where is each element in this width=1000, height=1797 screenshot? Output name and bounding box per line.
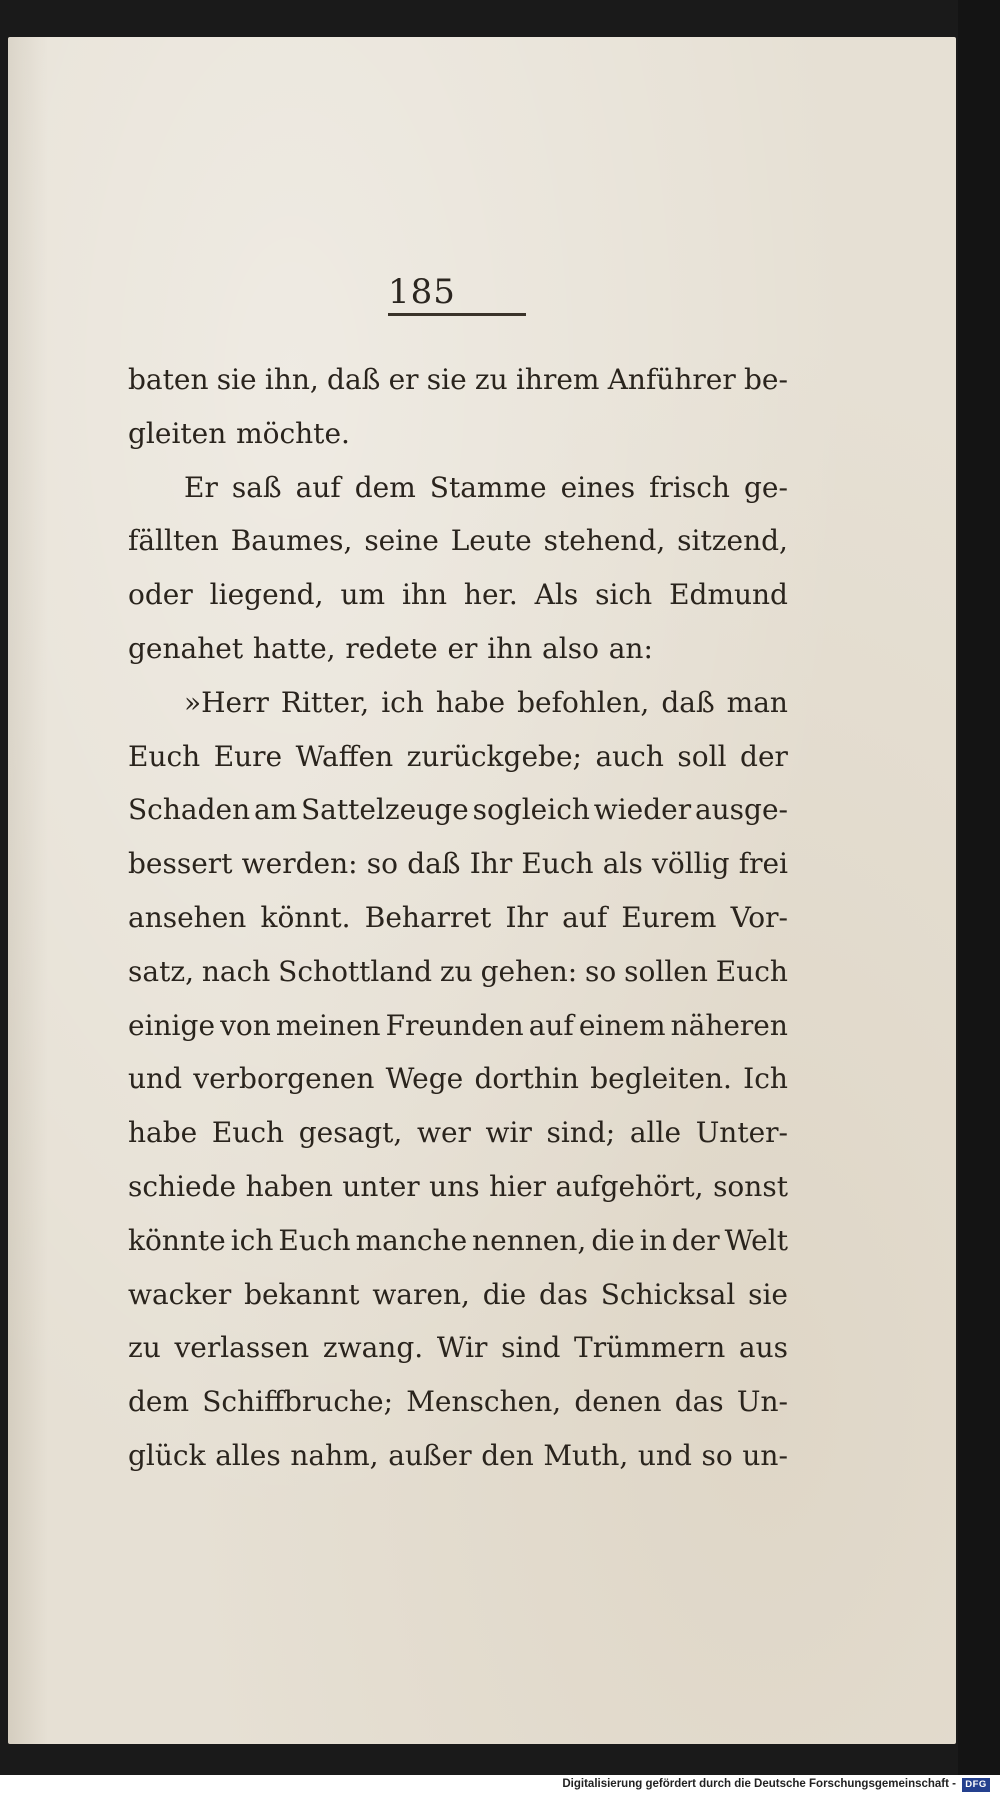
word: saß — [231, 470, 282, 504]
word: Freunden — [385, 1008, 524, 1042]
text-line — [128, 407, 788, 461]
word: Schaden — [128, 793, 251, 827]
word: hatte, — [252, 631, 336, 665]
digitization-credit: Digitalisierung gefördert durch die Deutsche Forschungsgemeinschaft - — [562, 1778, 956, 1790]
word: habe — [435, 685, 506, 719]
word: zu — [474, 363, 508, 396]
word: bessert — [128, 847, 233, 881]
word: bekannt — [244, 1277, 360, 1311]
word: einem — [578, 1008, 666, 1042]
word: verlassen — [174, 1331, 310, 1365]
word: ich — [230, 1223, 274, 1257]
word: ansehen — [128, 900, 247, 934]
word: er — [388, 363, 419, 396]
word: soll — [677, 739, 727, 773]
word: wieder — [593, 793, 692, 827]
word: satz, — [128, 954, 194, 988]
word: gleiten — [128, 416, 227, 450]
word: dorthin — [474, 1062, 579, 1096]
word: sie — [748, 1277, 788, 1311]
word: als — [602, 847, 643, 881]
word: Welt — [724, 1223, 788, 1257]
word: wir — [485, 1116, 532, 1150]
word: Unter- — [695, 1116, 788, 1150]
word: oder — [128, 578, 193, 612]
word: an: — [608, 631, 653, 665]
word: Eure — [213, 739, 283, 773]
header-rule — [388, 313, 526, 316]
word: be- — [743, 363, 788, 396]
word: genahet — [128, 631, 244, 665]
word: liegend, — [209, 578, 324, 612]
text-line — [128, 1106, 788, 1160]
word: Euch — [521, 847, 594, 881]
word: alle — [629, 1116, 682, 1150]
word: auf — [295, 470, 341, 504]
word: gesagt, — [298, 1116, 403, 1150]
word: »Herr — [184, 685, 269, 719]
word: befohlen, — [517, 685, 650, 719]
text-line — [128, 730, 788, 784]
word: Als — [534, 578, 579, 612]
word: stehend, — [543, 524, 666, 558]
text-line — [128, 1214, 788, 1268]
word: sich — [595, 578, 653, 612]
text-line — [128, 568, 788, 622]
word: ihn — [487, 631, 533, 665]
word: Beharret — [364, 900, 492, 934]
word: Waffen — [295, 739, 394, 773]
text-line — [128, 837, 788, 891]
word: daß — [661, 685, 715, 719]
word: Sattelzeuge — [301, 793, 469, 827]
word: Ich — [743, 1062, 788, 1096]
word: denen — [574, 1385, 662, 1419]
word: einige — [128, 1008, 216, 1042]
word: manche — [355, 1223, 468, 1257]
word: frisch — [649, 470, 730, 504]
word: Euch — [128, 739, 201, 773]
word: von — [220, 1008, 271, 1042]
word: Ihr — [469, 847, 513, 881]
text-line — [128, 353, 788, 407]
word: unter — [342, 1169, 420, 1203]
text-line — [128, 622, 788, 676]
text-line — [128, 1375, 788, 1429]
word: auch — [595, 739, 664, 773]
word: dem — [354, 470, 416, 504]
text-line — [128, 1160, 788, 1214]
text-line — [128, 514, 788, 568]
word: habe — [128, 1116, 198, 1150]
word: er — [447, 631, 478, 665]
word: Baumes, — [230, 524, 353, 558]
word: der — [671, 1223, 720, 1257]
word: der — [740, 739, 788, 773]
word: ihn, — [264, 363, 319, 396]
word: Euch — [715, 954, 788, 988]
word: näheren — [670, 1008, 788, 1042]
word: sind; — [546, 1116, 616, 1150]
word: Er — [184, 470, 218, 504]
word: möchte. — [236, 416, 350, 450]
word: also — [542, 631, 599, 665]
word: und — [637, 1438, 692, 1472]
word: uns — [429, 1169, 480, 1203]
word: am — [253, 793, 298, 827]
word: werden: — [241, 847, 358, 881]
word: Schicksal — [600, 1277, 736, 1311]
word: eines — [560, 470, 636, 504]
word: her. — [463, 578, 518, 612]
word: so — [585, 954, 617, 988]
word: ich — [381, 685, 424, 719]
word: sonst — [713, 1169, 788, 1203]
word: seine — [364, 524, 439, 558]
dfg-logo: DFG — [962, 1778, 990, 1792]
word: wacker — [128, 1277, 232, 1311]
word: Vor- — [730, 900, 788, 934]
word: auf — [528, 1008, 574, 1042]
word: Eurem — [621, 900, 717, 934]
word: Leute — [450, 524, 532, 558]
word: sogleich — [472, 793, 590, 827]
word: außer — [388, 1438, 472, 1472]
word: dem — [128, 1385, 190, 1419]
word: in — [639, 1223, 667, 1257]
word: Schottland — [278, 954, 433, 988]
word: glück — [128, 1438, 206, 1472]
word: Trümmern — [574, 1331, 726, 1365]
word: die — [591, 1223, 635, 1257]
word: man — [726, 685, 788, 719]
word: zu — [128, 1331, 161, 1365]
word: Un- — [736, 1385, 788, 1419]
word: völlig — [652, 847, 730, 881]
word: redete — [345, 631, 438, 665]
body-text — [128, 353, 788, 1483]
text-line — [128, 676, 788, 730]
word: ge- — [743, 470, 788, 504]
word: Wir — [436, 1331, 488, 1365]
word: das — [674, 1385, 724, 1419]
word: Wege — [385, 1062, 464, 1096]
text-line — [128, 783, 788, 837]
word: Muth, — [543, 1438, 629, 1472]
word: so — [366, 847, 398, 881]
word: verborgenen — [193, 1062, 375, 1096]
text-line — [128, 891, 788, 945]
word: ihrem — [515, 363, 600, 396]
word: könnte — [128, 1223, 226, 1257]
word: das — [538, 1277, 588, 1311]
word: Schiffbruche; — [202, 1385, 394, 1419]
word: nach — [201, 954, 271, 988]
page-number-text: 185 — [388, 272, 456, 312]
book-page — [8, 37, 956, 1744]
word: hier — [489, 1169, 547, 1203]
word: auf — [562, 900, 608, 934]
word: Stamme — [429, 470, 547, 504]
word: Euch — [211, 1116, 285, 1150]
word: schiede — [128, 1169, 237, 1203]
word: un- — [742, 1438, 788, 1472]
word: die — [482, 1277, 527, 1311]
word: haben — [245, 1169, 333, 1203]
text-line — [128, 1268, 788, 1322]
word: aufgehört, — [555, 1169, 704, 1203]
word: Menschen, — [406, 1385, 562, 1419]
text-line — [128, 945, 788, 999]
word: könnt. — [260, 900, 351, 934]
word: nahm, — [290, 1438, 379, 1472]
word: gehen: — [480, 954, 578, 988]
word: ausge- — [694, 793, 788, 827]
text-line — [128, 461, 788, 515]
word: Ritter, — [280, 685, 370, 719]
text-line — [128, 999, 788, 1053]
word: ihn — [401, 578, 447, 612]
word: zwang. — [322, 1331, 424, 1365]
word: Ihr — [505, 900, 548, 934]
word: sind — [501, 1331, 561, 1365]
word: um — [340, 578, 386, 612]
word: waren, — [372, 1277, 470, 1311]
page-number — [8, 272, 956, 312]
word: meinen — [275, 1008, 381, 1042]
word: Edmund — [669, 578, 788, 612]
word: sitzend, — [677, 524, 788, 558]
text-line — [128, 1321, 788, 1375]
word: baten — [128, 363, 209, 396]
word: nennen, — [472, 1223, 587, 1257]
word: begleiten. — [590, 1062, 732, 1096]
word: den — [481, 1438, 534, 1472]
word: sie — [426, 363, 467, 396]
word: daß — [407, 847, 461, 881]
word: sollen — [624, 954, 708, 988]
word: Anführer — [607, 363, 736, 396]
word: und — [128, 1062, 182, 1096]
word: so — [701, 1438, 733, 1472]
word: frei — [738, 847, 788, 881]
word: fällten — [128, 524, 219, 558]
word: daß — [327, 363, 381, 396]
word: aus — [738, 1331, 788, 1365]
word: zu — [439, 954, 473, 988]
word: sie — [216, 363, 257, 396]
word: wer — [416, 1116, 471, 1150]
word: zurückgebe; — [406, 739, 582, 773]
word: alles — [215, 1438, 281, 1472]
scan-right-edge — [958, 0, 1000, 1775]
text-line — [128, 1052, 788, 1106]
text-line — [128, 1429, 788, 1483]
word: Euch — [278, 1223, 351, 1257]
